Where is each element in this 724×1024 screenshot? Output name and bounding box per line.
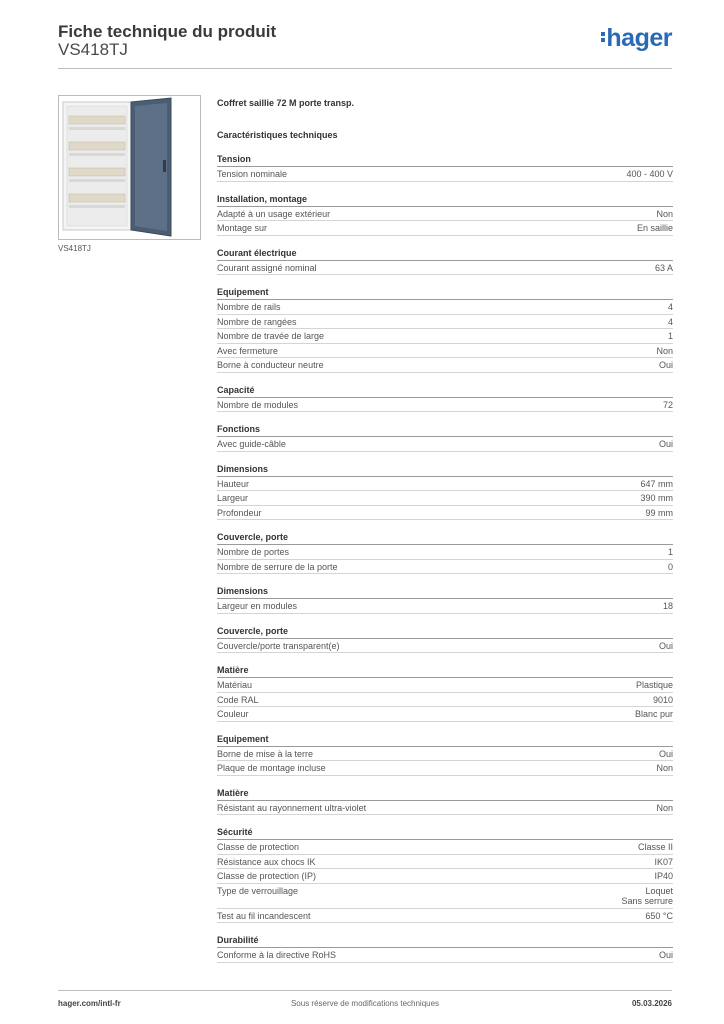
section-title: Dimensions — [217, 463, 673, 477]
logo-text: hager — [606, 24, 672, 52]
spec-row — [217, 207, 673, 222]
spec-label: Nombre de rangées — [217, 316, 297, 327]
spec-label: Nombre de travée de large — [217, 331, 325, 341]
spec-row — [217, 707, 673, 722]
spec-label: Conforme à la directive RoHS — [217, 950, 337, 960]
spec-label: Classe de protection — [217, 842, 300, 852]
spec-label: Code RAL — [217, 694, 259, 705]
product-details — [217, 96, 673, 963]
spec-value — [645, 508, 673, 519]
spec-value — [637, 223, 673, 234]
spec-value — [659, 749, 673, 760]
page-footer — [58, 990, 672, 1008]
spec-row — [217, 261, 673, 276]
product-reference: VS418TJ — [58, 40, 128, 59]
spec-label: Montage sur — [217, 223, 268, 233]
spec-value — [656, 803, 673, 814]
spec-value-line: 72 — [662, 399, 673, 410]
spec-label: Nombre de serrure de la porte — [217, 561, 338, 572]
spec-label: Nombre de portes — [217, 547, 290, 557]
spec-row — [217, 167, 673, 182]
spec-value-line: Oui — [658, 950, 673, 960]
spec-value-line: Blanc pur — [634, 709, 673, 719]
spec-section — [217, 531, 673, 574]
spec-value-line: Classe II — [637, 842, 673, 852]
section-title: Durabilité — [217, 934, 673, 948]
spec-section — [217, 384, 673, 413]
spec-row — [217, 300, 673, 315]
section-title: Equipement — [217, 733, 673, 747]
product-name: Coffret saillie 72 M porte transp. — [217, 98, 355, 108]
spec-label: Nombre de modules — [217, 399, 299, 410]
spec-value — [663, 400, 673, 411]
spec-label: Profondeur — [217, 507, 262, 518]
spec-section — [217, 787, 673, 816]
spec-row — [217, 344, 673, 359]
spec-value-line: Oui — [658, 360, 673, 370]
spec-label: Couvercle/porte transparent(e) — [217, 640, 340, 651]
spec-label: Test au fil incandescent — [217, 910, 311, 921]
spec-section — [217, 193, 673, 236]
spec-value-line: Non — [656, 802, 673, 813]
spec-section — [217, 826, 673, 923]
spec-row — [217, 855, 673, 870]
spec-label: Matériau — [217, 680, 253, 690]
spec-row — [217, 329, 673, 344]
spec-value-line: 1 — [667, 331, 673, 341]
section-title: Couvercle, porte — [217, 625, 673, 639]
section-title: Matière — [217, 787, 673, 801]
footer-date: 05.03.2026 — [631, 999, 672, 1008]
spec-section — [217, 733, 673, 776]
spec-value-line: IK07 — [654, 856, 673, 867]
spec-value — [638, 842, 673, 853]
spec-value — [640, 479, 673, 490]
spec-value — [626, 169, 673, 180]
spec-row — [217, 869, 673, 884]
spec-label: Type de verrouillage — [217, 885, 299, 896]
document-title: Fiche technique du produit — [58, 22, 277, 41]
spec-value-line: 390 mm — [640, 493, 673, 503]
spec-value-line: Oui — [658, 439, 673, 449]
spec-label: Nombre de rails — [217, 302, 281, 312]
spec-label: Avec fermeture — [217, 345, 278, 356]
spec-value-line: 4 — [667, 316, 673, 327]
spec-section — [217, 423, 673, 452]
spec-row — [217, 840, 673, 855]
spec-section — [217, 664, 673, 722]
spec-value — [654, 857, 673, 868]
spec-label: Hauteur — [217, 478, 250, 489]
spec-value — [645, 911, 673, 922]
spec-label: Couleur — [217, 709, 249, 719]
spec-label: Classe de protection (IP) — [217, 871, 317, 881]
spec-value — [635, 709, 673, 720]
characteristics-title: Caractéristiques techniques — [217, 130, 338, 140]
section-title: Couvercle, porte — [217, 531, 673, 545]
spec-row — [217, 909, 673, 924]
spec-value-line: Non — [656, 763, 673, 773]
section-title: Courant électrique — [217, 247, 673, 261]
spec-label: Borne à conducteur neutre — [217, 360, 324, 370]
footer-website: hager.com/intl-fr — [58, 999, 121, 1008]
characteristics-sections — [217, 153, 673, 963]
spec-section — [217, 585, 673, 614]
spec-label: Avec guide-câble — [217, 439, 286, 449]
spec-row — [217, 506, 673, 521]
spec-section — [217, 625, 673, 654]
spec-label: Courant assigné nominal — [217, 262, 317, 273]
spec-row — [217, 599, 673, 614]
spec-value-line: 400 - 400 V — [626, 169, 673, 179]
spec-row — [217, 801, 673, 816]
section-title: Sécurité — [217, 826, 673, 840]
spec-value — [653, 695, 673, 706]
enclosure-illustration — [59, 96, 200, 239]
spec-value — [668, 302, 673, 313]
spec-value-line: Oui — [658, 640, 673, 651]
spec-value-line: 18 — [662, 601, 673, 611]
spec-row — [217, 948, 673, 963]
spec-value — [668, 331, 673, 342]
section-title: Matière — [217, 664, 673, 678]
spec-value — [659, 641, 673, 652]
spec-value — [654, 871, 673, 882]
spec-section — [217, 153, 673, 182]
spec-row — [217, 678, 673, 693]
spec-section — [217, 934, 673, 963]
spec-row — [217, 747, 673, 762]
spec-value — [656, 763, 673, 774]
spec-label: Borne de mise à la terre — [217, 748, 314, 759]
spec-row — [217, 315, 673, 330]
section-title: Tension — [217, 153, 673, 167]
spec-row — [217, 437, 673, 452]
product-image — [58, 95, 201, 240]
spec-value — [655, 263, 673, 274]
spec-row — [217, 884, 673, 909]
spec-value-line: 4 — [667, 302, 673, 312]
section-title: Installation, montage — [217, 193, 673, 207]
page-header — [58, 20, 672, 70]
spec-value-line: 99 mm — [645, 507, 673, 518]
spec-section — [217, 286, 673, 373]
section-title: Dimensions — [217, 585, 673, 599]
spec-value-line: 650 °C — [645, 910, 673, 921]
section-title: Capacité — [217, 384, 673, 398]
spec-value — [668, 317, 673, 328]
spec-row — [217, 545, 673, 560]
image-caption: VS418TJ — [58, 244, 91, 253]
spec-value — [640, 493, 673, 504]
hager-logo — [601, 24, 672, 53]
spec-value — [668, 547, 673, 558]
header-divider — [58, 68, 672, 69]
spec-value-line: Sans serrure — [621, 896, 673, 906]
spec-label: Largeur en modules — [217, 601, 298, 611]
section-title: Equipement — [217, 286, 673, 300]
spec-value — [621, 886, 673, 907]
spec-value-line: 9010 — [652, 694, 673, 705]
spec-value-line: En saillie — [636, 223, 673, 233]
spec-value — [659, 950, 673, 961]
spec-value-line: IP40 — [654, 871, 673, 881]
logo-dots-icon — [601, 30, 605, 44]
spec-value-line: Plastique — [635, 680, 673, 690]
spec-row — [217, 560, 673, 575]
spec-section — [217, 463, 673, 521]
spec-section — [217, 247, 673, 276]
spec-value-line: Loquet — [645, 885, 673, 896]
spec-row — [217, 761, 673, 776]
spec-row — [217, 639, 673, 654]
spec-row — [217, 491, 673, 506]
spec-label: Adapté à un usage extérieur — [217, 208, 331, 219]
spec-row — [217, 221, 673, 236]
spec-value — [659, 439, 673, 450]
spec-label: Résistant au rayonnement ultra-violet — [217, 802, 367, 813]
spec-value — [668, 562, 673, 573]
spec-label: Plaque de montage incluse — [217, 763, 326, 773]
spec-value-line: 1 — [667, 547, 673, 557]
spec-value-line: Non — [656, 345, 673, 356]
spec-value-line: 647 mm — [640, 478, 673, 489]
section-title: Fonctions — [217, 423, 673, 437]
spec-value-line: 0 — [667, 561, 673, 572]
spec-value-line: Non — [656, 208, 673, 219]
spec-label: Tension nominale — [217, 169, 288, 179]
spec-value — [663, 601, 673, 612]
spec-value-line: 63 A — [654, 262, 673, 273]
spec-row — [217, 358, 673, 373]
spec-label: Largeur — [217, 493, 249, 503]
spec-value — [656, 209, 673, 220]
footer-notice: Sous réserve de modifications techniques — [290, 999, 440, 1008]
spec-label: Résistance aux chocs IK — [217, 856, 316, 867]
spec-row — [217, 693, 673, 708]
spec-value — [656, 346, 673, 357]
spec-value — [659, 360, 673, 371]
spec-value — [636, 680, 673, 691]
spec-row — [217, 398, 673, 413]
spec-row — [217, 477, 673, 492]
spec-value-line: Oui — [658, 748, 673, 759]
